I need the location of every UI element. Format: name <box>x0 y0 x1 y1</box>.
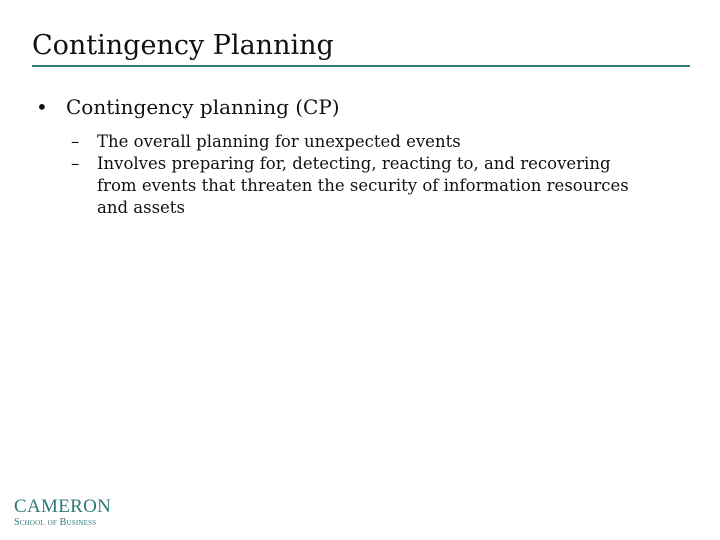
sub-bullet-line: from events that threaten the security of information resources <box>97 176 629 195</box>
slide-title: Contingency Planning <box>32 30 334 61</box>
title-underline <box>32 65 690 67</box>
sub-bullet-list <box>71 131 661 219</box>
bullet-contingency-planning <box>36 94 340 120</box>
bullet-marker: • <box>36 95 48 119</box>
sub-bullet-marker: – <box>71 132 80 151</box>
sub-bullet-involves <box>71 153 661 219</box>
logo-main-text: CAMERON <box>14 496 112 517</box>
bullet-text: Contingency planning (CP) <box>66 95 340 119</box>
cameron-logo <box>14 496 112 528</box>
sub-bullet-overall-planning <box>71 131 661 153</box>
sub-bullet-line: and assets <box>97 198 185 217</box>
sub-bullet-line: The overall planning for unexpected events <box>97 132 461 151</box>
sub-bullet-line: Involves preparing for, detecting, reacting to, and recovering <box>97 154 611 173</box>
sub-bullet-marker: – <box>71 154 80 173</box>
logo-sub-text: School of Business <box>14 517 97 528</box>
